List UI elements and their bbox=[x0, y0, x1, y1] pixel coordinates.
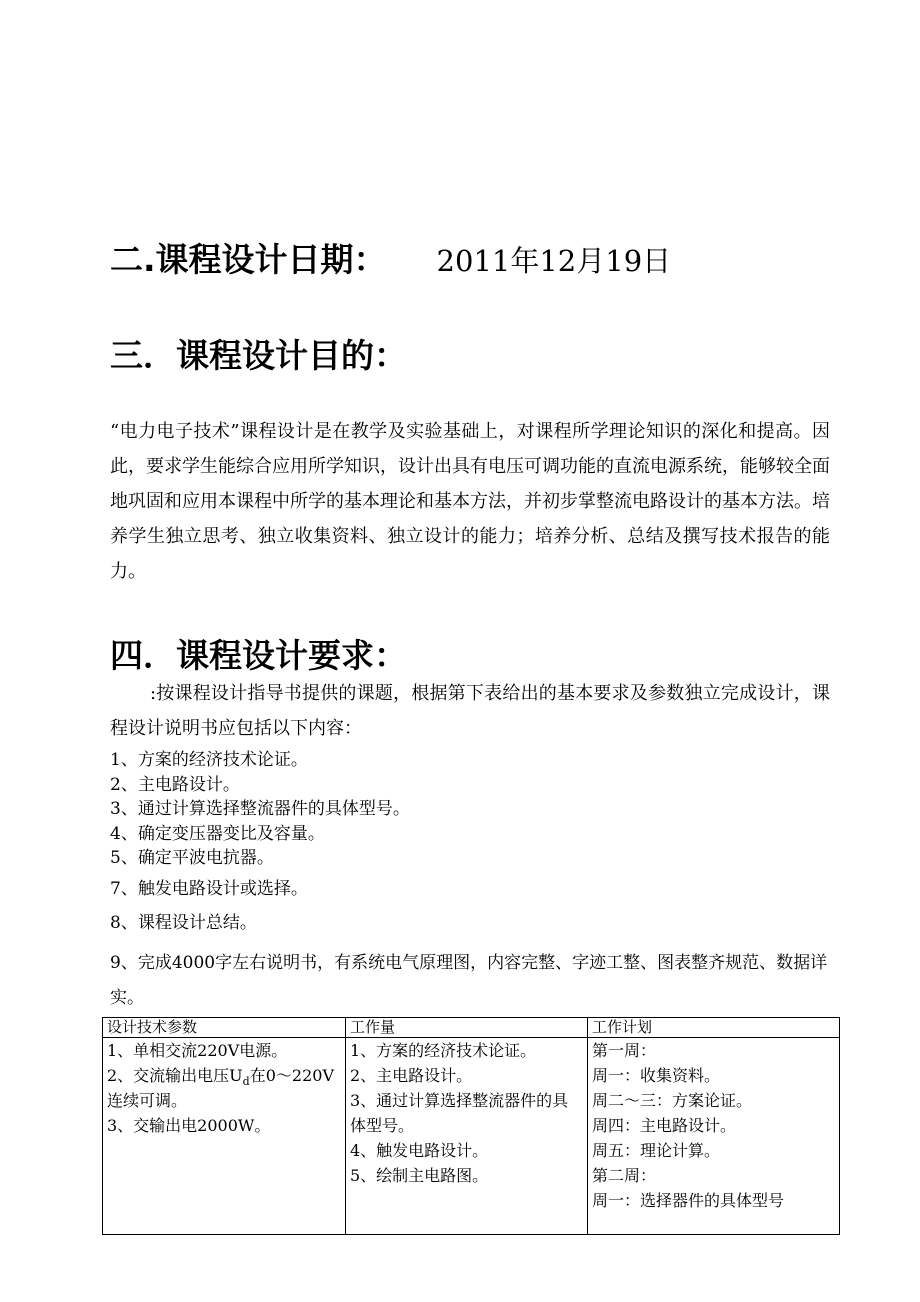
list-item: 1、方案的经济技术论证。 bbox=[110, 750, 308, 770]
requirements-list bbox=[110, 748, 830, 871]
plan-line: 周一：选择器件的具体型号 bbox=[592, 1191, 785, 1210]
table-row bbox=[103, 1038, 840, 1235]
purpose-paragraph: “电力电子技术”课程设计是在教学及实验基础上，对课程所学理论知识的深化和提高。因此，要求学生能综合应用所学知识，设计出具有电压可调功能的直流电源系统，能够较全面地巩固和应用本课程中所学的基本理论和基本方法，并初步掌整流电路设计的基本方法。培养学生独立思考、独立收集资料、独立设计的能力；培养分析、总结及撰写技术报告的能力。 bbox=[110, 421, 830, 582]
design-table bbox=[102, 1017, 840, 1235]
table-header-plan: 工作计划 bbox=[588, 1018, 840, 1038]
requirements-list-final bbox=[110, 946, 830, 1016]
date-heading-label: 二.课程设计日期： bbox=[110, 240, 387, 279]
workload-line: 5、绘制主电路图。 bbox=[350, 1166, 489, 1185]
list-item: 3、通过计算选择整流器件的具体型号。 bbox=[110, 799, 410, 819]
list-item: 7、触发电路设计或选择。 bbox=[110, 879, 308, 899]
list-item: 5、确定平波电抗器。 bbox=[110, 848, 274, 868]
list-item: 9、完成4000字左右说明书，有系统电气原理图，内容完整、字迹工整、图表整齐规范、数据详实。 bbox=[110, 953, 828, 1008]
workload-line: 1、方案的经济技术论证。 bbox=[350, 1041, 537, 1060]
workload-line: 4、触发电路设计。 bbox=[350, 1141, 489, 1160]
plan-line: 周二～三：方案论证。 bbox=[592, 1091, 753, 1110]
param-line: 2、交流输出电压$U_d$在0～220V连续可调。 bbox=[107, 1066, 334, 1110]
plan-cell bbox=[588, 1038, 840, 1235]
requirements-intro: :按课程设计指导书提供的课题，根据第下表给出的基本要求及参数独立完成设计，课程设计说明书应包括以下内容： bbox=[110, 683, 830, 739]
table-header-params: 设计技术参数 bbox=[103, 1018, 346, 1038]
plan-line: 第二周： bbox=[592, 1166, 657, 1185]
table-header-workload: 工作量 bbox=[346, 1018, 588, 1038]
param-line: 1、单相交流220V电源。 bbox=[107, 1041, 288, 1060]
plan-line: 周一：收集资料。 bbox=[592, 1066, 721, 1085]
plan-line: 周五：理论计算。 bbox=[592, 1141, 721, 1160]
list-item: 4、确定变压器变比及容量。 bbox=[110, 823, 325, 844]
list-item: 8、课程设计总结。 bbox=[110, 913, 257, 933]
workload-cell bbox=[346, 1038, 588, 1235]
requirements-list-continued bbox=[110, 872, 830, 940]
table-header-row bbox=[103, 1018, 840, 1038]
workload-line: 3、通过计算选择整流器件的具体型号。 bbox=[350, 1091, 569, 1135]
params-cell bbox=[103, 1038, 346, 1235]
plan-line: 第一周： bbox=[592, 1041, 657, 1060]
list-item: 2、主电路设计。 bbox=[110, 774, 240, 795]
section-heading-purpose: 三．课程设计目的： bbox=[110, 336, 407, 375]
section-heading-date bbox=[110, 240, 671, 281]
section-heading-requirements: 四．课程设计要求： bbox=[110, 636, 407, 675]
design-date: 2011年12月19日 bbox=[436, 244, 672, 278]
plan-line: 周四：主电路设计。 bbox=[592, 1116, 737, 1135]
param-line: 3、交输出电2000W。 bbox=[107, 1116, 271, 1135]
workload-line: 2、主电路设计。 bbox=[350, 1066, 473, 1085]
